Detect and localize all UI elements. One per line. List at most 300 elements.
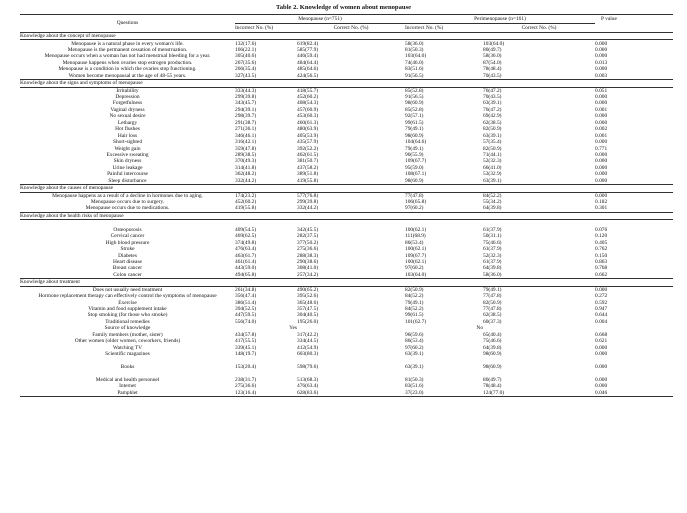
question-cell: Weight gain [114, 145, 141, 152]
menopause-correct-cell: 412(54.9) [297, 344, 319, 351]
yes-label: Yes [289, 325, 297, 332]
perimenopause-incorrect-cell: 96(59.6) [405, 331, 424, 338]
pvalue-cell: 0.863 [595, 258, 608, 265]
menopause-incorrect-cell: 299(39.8) [235, 94, 257, 100]
perimenopause-incorrect-cell: 103(64.0) [405, 271, 427, 278]
perimenopause-incorrect-cell: 104(64.6) [405, 139, 427, 146]
perimenopause-correct-cell: 62(38.5) [483, 312, 502, 319]
menopause-correct-cell: 603(80.3) [297, 351, 319, 358]
section-header-row [20, 212, 673, 219]
menopause-correct-cell: 628(83.6) [297, 390, 405, 397]
question-cell: Stop smoking (for those who smoke) [87, 312, 168, 319]
menopause-incorrect-cell: 469(62.5) [235, 233, 257, 240]
perimenopause-incorrect-cell: 79(49.1) [405, 145, 424, 152]
perimenopause-correct-cell: 63(39.1) [483, 177, 502, 184]
question-cell: Menopause is the permanent cessation of menstruation. [67, 46, 188, 53]
perimenopause-correct-cell: 63(39.1) [483, 132, 502, 139]
menopause-incorrect-cell: 267(35.6) [235, 59, 257, 66]
pvalue-cell: 0.947 [595, 306, 608, 312]
perimenopause-incorrect-cell: 98(60.9) [405, 100, 424, 107]
question-cell: High blood pressure [105, 239, 150, 246]
pvalue-cell: 0.000 [595, 151, 608, 158]
menopause-incorrect-cell: 463(61.7) [235, 252, 257, 259]
section-title: Knowledge about the signs and symptoms of menopause [20, 80, 673, 87]
menopause-correct-cell: 435(57.9) [297, 139, 319, 146]
perimenopause-incorrect-cell: 111(68.9) [405, 233, 426, 240]
perimenopause-incorrect-cell: 82(50.9) [405, 286, 424, 293]
menopause-incorrect-cell: 434(57.8) [235, 331, 257, 338]
menopause-correct-cell: 257(34.2) [297, 271, 319, 278]
perimenopause-incorrect-cell: 86(53.4) [405, 239, 424, 246]
table-row [20, 390, 673, 397]
perimenopause-correct-cell: 82(50.9) [483, 145, 502, 152]
pvalue-cell: 0.000 [595, 94, 608, 100]
question-cell: Menopause happens as a result of a decline in hormones due to aging. [52, 192, 203, 199]
pvalue-cell: 0.003 [595, 72, 608, 79]
question-cell: Skin dryness [113, 158, 142, 165]
question-cell: Heart disease [113, 258, 142, 265]
pvalue-cell: 0.000 [595, 376, 608, 383]
perimenopause-incorrect-cell: 103(64.0) [405, 53, 427, 60]
perimenopause-correct-cell: 64(39.8) [483, 344, 502, 351]
menopause-correct-cell: 513(68.3) [297, 376, 319, 383]
menopause-incorrect-cell: 359(47.8) [235, 145, 257, 152]
menopause-incorrect-cell: 174(23.2) [235, 192, 257, 199]
question-cell: Urine leakage [112, 164, 143, 171]
pvalue-cell: 0.000 [595, 40, 608, 47]
pvalue-cell: 0.182 [595, 199, 608, 205]
menopause-correct-cell: 342(45.5) [297, 226, 319, 233]
menopause-correct-cell: 395(52.6) [297, 293, 319, 300]
menopause-incorrect-cell: 370(49.3) [235, 158, 257, 165]
menopause-correct-cell: 585(77.9) [297, 46, 319, 53]
question-cell: Pamphlet [20, 390, 235, 397]
perimenopause-correct-cell: 70(43.5) [483, 72, 502, 79]
question-cell: Vitamin and food supplement intake [88, 306, 167, 312]
question-cell: Excessive sweating [106, 151, 149, 158]
menopause-incorrect-cell: 374(49.8) [235, 239, 257, 246]
pvalue-cell: 0.592 [595, 299, 608, 306]
perimenopause-incorrect-cell: 79(49.1) [405, 126, 424, 133]
menopause-incorrect-cell: 132(17.6) [235, 40, 257, 47]
pvalue-cell: 0.001 [595, 106, 608, 113]
menopause-incorrect-cell: 417(55.5) [235, 338, 257, 345]
menopause-correct-cell: 484(64.4) [297, 59, 319, 66]
question-cell: Scientific magazines [105, 351, 150, 358]
menopause-correct-cell: 480(63.9) [297, 126, 319, 133]
perimenopause-correct-cell: 69(42.9) [483, 113, 502, 120]
pvalue-cell: 0.001 [595, 132, 608, 139]
question-cell: Short-sighted [112, 139, 143, 146]
menopause-incorrect-cell: 291(38.7) [235, 119, 257, 126]
menopause-incorrect-cell: 452(60.2) [235, 199, 257, 205]
perimenopause-correct-cell: 71(44.1) [483, 151, 502, 158]
perimenopause-correct-cell: 60(37.3) [483, 318, 502, 325]
perimenopause-incorrect-cell: 86(53.4) [405, 338, 424, 345]
table-row [20, 272, 673, 279]
menopause-incorrect-cell: 289(38.5) [235, 151, 257, 158]
pvalue-cell: 0.000 [595, 344, 608, 351]
question-cell: Menopause occurs when a woman has not had menstrual bleeding for a year. [44, 53, 211, 60]
perimenopause-correct-cell: 82(50.9) [483, 299, 502, 306]
menopause-incorrect-cell: 362(48.2) [235, 171, 257, 178]
question-cell: Internet [119, 383, 136, 390]
menopause-incorrect-cell: 356(47.4) [235, 293, 257, 300]
pvalue-cell: 0.000 [595, 286, 608, 293]
perimenopause-correct-cell: 57(35.4) [483, 139, 502, 146]
question-cell: Hormone replacement therapy can effectively control the symptoms of menopause [38, 293, 217, 300]
pvalue-cell: 0.150 [595, 252, 608, 259]
question-cell: Depression [115, 94, 140, 100]
perimenopause-correct-cell: 82(50.9) [483, 126, 502, 133]
menopause-incorrect-cell: 327(43.5) [235, 72, 257, 79]
perimenopause-correct-cell: 62(38.5) [483, 119, 502, 126]
menopause-incorrect-cell: 314(41.8) [235, 164, 257, 171]
pvalue-header: P value [595, 15, 673, 24]
table-title: Table 2. Knowledge of women about menopause [275, 4, 412, 11]
pvalue-cell: 0.002 [595, 126, 608, 133]
perimenopause-incorrect-cell: 85(52.8) [405, 87, 424, 94]
section-header-row [20, 185, 673, 192]
pvalue-cell: 0.621 [595, 338, 608, 345]
menopause-correct-cell: 476(63.4) [297, 383, 319, 390]
menopause-correct-cell: 424(56.5) [297, 72, 319, 79]
section-header-row [20, 33, 673, 40]
question-cell: Does not usually need treatment [92, 286, 163, 293]
menopause-incorrect-cell: 343(45.7) [235, 100, 257, 107]
pvalue-cell: 0.000 [595, 53, 608, 60]
perimenopause-incorrect-cell: 85(52.8) [405, 106, 424, 113]
table-row [20, 178, 673, 185]
menopause-correct-cell: 389(51.8) [297, 171, 319, 178]
perimenopause-incorrect-cell: 108(67.1) [405, 171, 427, 178]
menopause-incorrect-cell: 332(44.2) [235, 177, 257, 184]
table-row [20, 192, 673, 199]
menopause-incorrect-header: Incorrect No. (%) [235, 24, 297, 33]
table-row [20, 73, 673, 80]
menopause-correct-cell: 365(48.6) [297, 299, 319, 306]
pvalue-cell: 0.301 [595, 205, 608, 212]
knowledge-table [20, 14, 673, 397]
pvalue-cell: 0.000 [595, 164, 608, 171]
question-cell: Hot flushes [115, 126, 140, 133]
question-cell: Medical and health personnel [95, 376, 160, 383]
question-cell: Other women (older women, coworkers, friends) [74, 338, 181, 345]
section-title: Knowledge about treatment [20, 279, 673, 286]
question-cell: Menopause is a condition in which the ovaries stop functioning. [58, 66, 197, 73]
pvalue-cell: 0.000 [595, 351, 608, 358]
menopause-correct-cell: 317(42.2) [297, 331, 319, 338]
perimenopause-correct-cell: 103(64.0) [483, 40, 505, 47]
menopause-correct-cell: 619(82.4) [297, 40, 319, 47]
perimenopause-incorrect-cell: 83(51.6) [405, 66, 424, 73]
menopause-correct-cell: 419(55.8) [297, 177, 319, 184]
perimenopause-incorrect-cell: 63(39.1) [405, 363, 424, 370]
pvalue-cell: 0.000 [595, 171, 608, 178]
menopause-incorrect-cell: 238(31.7) [235, 376, 257, 383]
pvalue-cell: 0.668 [595, 331, 608, 338]
question-cell: Painful intercourse [107, 171, 148, 178]
question-cell: Stroke [120, 246, 135, 253]
perimenopause-incorrect-cell: 99(61.5) [405, 312, 424, 319]
perimenopause-incorrect-cell: 97(60.2) [405, 205, 424, 212]
menopause-incorrect-cell: 275(36.6) [235, 383, 257, 390]
perimenopause-incorrect-cell: 74(46.0) [405, 59, 424, 66]
perimenopause-correct-cell: 55(34.2) [483, 199, 502, 205]
menopause-incorrect-cell: 494(65.8) [235, 271, 257, 278]
perimenopause-incorrect-cell: 83(51.6) [405, 383, 424, 390]
pvalue-cell: 0.272 [595, 293, 608, 300]
perimenopause-correct-cell: 77(47.8) [483, 293, 502, 300]
perimenopause-correct-cell: 52(32.3) [483, 252, 502, 259]
menopause-incorrect-cell: 305(40.6) [235, 53, 257, 60]
menopause-correct-cell: 462(61.5) [297, 151, 319, 158]
perimenopause-correct-cell: 98(60.9) [483, 351, 502, 358]
perimenopause-correct-cell: 84(52.2) [483, 192, 502, 199]
questions-header: Questions [20, 15, 235, 33]
question-cell: Forgetfulness [112, 100, 143, 107]
menopause-correct-cell: 299(39.8) [297, 199, 319, 205]
perimenopause-correct-cell: 53(32.9) [483, 171, 502, 178]
question-cell: Menopause occurs due to medications. [85, 205, 170, 212]
perimenopause-correct-cell: 61(37.9) [483, 246, 502, 253]
menopause-correct-cell: 377(50.2) [297, 239, 319, 246]
menopause-correct-header: Correct No. (%) [297, 24, 405, 33]
question-cell: Hair loss [117, 132, 138, 139]
perimenopause-correct-cell: 58(36.0) [483, 53, 502, 60]
perimenopause-incorrect-cell: 101(62.7) [405, 318, 427, 325]
perimenopause-incorrect-cell: 98(60.9) [405, 177, 424, 184]
question-cell: Osteoporosis [113, 226, 142, 233]
perimenopause-incorrect-cell: 91(56.5) [405, 94, 424, 100]
menopause-correct-cell: 577(76.8) [297, 192, 319, 199]
menopause-correct-cell: 452(60.2) [297, 94, 319, 100]
table-row [20, 205, 673, 212]
menopause-correct-cell: 275(36.6) [297, 246, 319, 253]
perimenopause-incorrect-cell: 81(50.3) [405, 376, 424, 383]
menopause-correct-cell: 418(55.7) [297, 87, 319, 94]
perimenopause-incorrect-cell: 100(62.1) [405, 246, 427, 253]
perimenopause-correct-header: Correct No. (%) [483, 24, 595, 33]
menopause-correct-cell: 392(52.2) [297, 145, 319, 152]
perimenopause-incorrect-cell: 90(55.9) [405, 151, 424, 158]
perimenopause-incorrect-cell: 99(61.5) [405, 119, 424, 126]
menopause-incorrect-cell: 298(39.7) [235, 113, 257, 120]
menopause-incorrect-cell: 346(46.1) [235, 132, 257, 139]
menopause-correct-cell: 453(60.3) [297, 113, 319, 120]
menopause-incorrect-cell: 461(61.4) [235, 258, 257, 265]
menopause-correct-cell: 405(53.9) [297, 132, 319, 139]
pvalue-cell: 0.000 [595, 383, 608, 390]
menopause-incorrect-cell: 271(36.1) [235, 126, 257, 133]
perimenopause-incorrect-cell: 58(36.0) [405, 40, 424, 47]
pvalue-cell: 0.000 [595, 158, 608, 165]
pvalue-cell: 0.768 [595, 265, 608, 272]
perimenopause-correct-cell: 61(37.9) [483, 258, 502, 265]
question-cell: Women become menopausal at the age of 48-55 years. [68, 72, 187, 79]
pvalue-cell: 0.405 [595, 239, 608, 246]
perimenopause-correct-cell: 63(39.1) [483, 100, 502, 107]
question-cell: Watching TV [113, 344, 142, 351]
menopause-correct-cell: 282(37.5) [297, 233, 319, 240]
question-cell: Exercise [118, 299, 137, 306]
menopause-correct-cell: 485(64.6) [297, 66, 319, 73]
question-cell: Menopause happens when ovaries stop estrogen production. [62, 59, 193, 66]
pvalue-cell: 0.662 [595, 271, 608, 278]
perimenopause-incorrect-cell: 100(62.1) [405, 258, 427, 265]
perimenopause-incorrect-cell: 98(60.9) [405, 132, 424, 139]
pvalue-cell: 0.644 [595, 312, 608, 319]
table-row [20, 286, 673, 293]
perimenopause-correct-cell: 52(32.3) [483, 158, 502, 165]
pvalue-cell: 0.046 [595, 390, 673, 397]
question-cell: Books [120, 363, 135, 370]
menopause-incorrect-cell: 316(42.1) [235, 139, 257, 146]
question-cell: Lethargy [117, 119, 138, 126]
perimenopause-correct-cell: 87(54.0) [483, 59, 502, 66]
perimenopause-incorrect-cell: 63(39.1) [405, 351, 424, 358]
menopause-incorrect-cell: 419(55.8) [235, 205, 257, 212]
question-cell: Diabetes [118, 252, 137, 259]
menopause-incorrect-cell: 123(16.4) [235, 390, 297, 397]
menopause-correct-cell: 332(44.2) [297, 205, 319, 212]
menopause-correct-cell: 460(61.3) [297, 119, 319, 126]
perimenopause-incorrect-cell: 100(62.1) [405, 226, 427, 233]
perimenopause-correct-cell: 50(31.1) [483, 233, 502, 240]
menopause-correct-cell: 381(50.7) [297, 158, 319, 165]
perimenopause-correct-cell: 77(47.8) [483, 306, 502, 312]
perimenopause-correct-cell: 61(37.9) [483, 226, 502, 233]
perimenopause-correct-cell: 66(41.0) [483, 164, 502, 171]
perimenopause-group-header: Perimenopause (n=161) [405, 15, 595, 24]
pvalue-cell: 0.000 [595, 192, 608, 199]
menopause-group-header: Menopause (n=751) [235, 15, 405, 24]
perimenopause-correct-cell: 58(36.0) [483, 271, 502, 278]
menopause-incorrect-cell: 153(20.4) [235, 363, 257, 370]
perimenopause-correct-cell: 79(49.1) [483, 286, 502, 293]
perimenopause-incorrect-cell: 97(60.2) [405, 265, 424, 272]
pvalue-cell: 0.000 [595, 139, 608, 146]
menopause-correct-cell: 290(38.6) [297, 258, 319, 265]
menopause-incorrect-cell: 476(63.4) [235, 246, 257, 253]
menopause-incorrect-cell: 386(51.4) [235, 299, 257, 306]
menopause-incorrect-cell: 333(44.3) [235, 87, 257, 94]
perimenopause-incorrect-cell: 109(67.7) [405, 252, 427, 259]
menopause-incorrect-cell: 266(35.4) [235, 66, 257, 73]
perimenopause-incorrect-cell: 109(67.7) [405, 158, 427, 165]
perimenopause-incorrect-cell: 97(60.2) [405, 344, 424, 351]
menopause-incorrect-cell: 394(52.5) [235, 306, 257, 312]
pvalue-cell: 0.000 [595, 119, 608, 126]
menopause-correct-cell: 288(38.3) [297, 252, 319, 259]
pvalue-cell: 0.000 [595, 100, 608, 107]
perimenopause-correct-cell: 75(46.6) [483, 338, 502, 345]
pvalue-cell: 0.000 [595, 46, 608, 53]
perimenopause-correct-cell: 80(49.7) [483, 46, 502, 53]
question-cell: Vaginal dryness [110, 106, 145, 113]
menopause-incorrect-cell: 166(22.1) [235, 46, 257, 53]
pvalue-cell: 0.000 [595, 66, 608, 73]
perimenopause-correct-cell: 70(43.5) [483, 94, 502, 100]
menopause-incorrect-cell: 148(19.7) [235, 351, 257, 358]
perimenopause-correct-cell: 78(48.4) [483, 383, 502, 390]
perimenopause-incorrect-cell: 37(23.0) [405, 390, 483, 397]
question-cell: Irritability [116, 87, 139, 94]
menopause-correct-cell: 490(65.2) [297, 286, 319, 293]
pvalue-cell: 0.076 [595, 226, 608, 233]
perimenopause-incorrect-cell: 77(47.8) [405, 192, 424, 199]
perimenopause-incorrect-cell: 84(52.2) [405, 293, 424, 300]
question-cell: Menopause is a natural phase in every woman's life. [71, 40, 184, 47]
menopause-correct-cell: 308(41.0) [297, 265, 319, 272]
question-cell: Breast cancer [112, 265, 143, 272]
perimenopause-correct-cell: 65(40.4) [483, 331, 502, 338]
question-cell: Traditional remedies [105, 318, 150, 325]
pvalue-cell: 0.013 [595, 59, 608, 66]
question-cell: Sleep disturbance [108, 177, 147, 184]
perimenopause-correct-cell: 98(60.9) [483, 363, 502, 370]
section-header-row [20, 279, 673, 286]
menopause-incorrect-cell: 556(74.0) [235, 318, 257, 325]
menopause-correct-cell: 446(59.4) [297, 53, 319, 60]
table-row [20, 40, 673, 47]
pvalue-cell: 0.000 [595, 113, 608, 120]
menopause-incorrect-cell: 339(45.1) [235, 344, 257, 351]
table-row [20, 87, 673, 94]
menopause-correct-cell: 304(40.5) [297, 312, 319, 319]
perimenopause-correct-cell: 64(39.8) [483, 205, 502, 212]
menopause-correct-cell: 457(60.9) [297, 106, 319, 113]
perimenopause-incorrect-cell: 91(56.5) [405, 72, 424, 79]
question-cell: Colon cancer [113, 271, 142, 278]
menopause-incorrect-cell: 261(34.8) [235, 286, 257, 293]
pvalue-cell: 0.771 [595, 145, 608, 152]
menopause-incorrect-cell: 409(54.5) [235, 226, 257, 233]
question-cell: Menopause occurs due to surgery. [90, 199, 165, 205]
perimenopause-incorrect-cell: 84(52.2) [405, 306, 424, 312]
menopause-correct-cell: 195(26.0) [297, 318, 319, 325]
menopause-correct-cell: 357(47.5) [297, 306, 319, 312]
menopause-incorrect-cell: 443(59.0) [235, 265, 257, 272]
section-title: Knowledge about the concept of menopause [20, 33, 673, 40]
perimenopause-correct-cell: 76(47.2) [483, 106, 502, 113]
section-header-row [20, 80, 673, 87]
section-title: Knowledge about the health risks of menopause [20, 212, 673, 219]
no-label: No [476, 325, 484, 332]
pvalue-cell: 0.004 [595, 318, 608, 325]
perimenopause-correct-cell: 76(47.2) [483, 87, 502, 94]
perimenopause-correct-cell: 78(48.4) [483, 66, 502, 73]
perimenopause-correct-cell: 80(49.7) [483, 376, 502, 383]
source-of-knowledge-label: Source of knowledge [104, 325, 151, 332]
question-cell: Family members (mother, sister) [92, 331, 163, 338]
pvalue-cell: 0.762 [595, 246, 608, 253]
perimenopause-incorrect-cell: 95(59.0) [405, 164, 424, 171]
pvalue-cell: 0.000 [595, 177, 608, 184]
perimenopause-incorrect-cell: 92(57.1) [405, 113, 424, 120]
perimenopause-incorrect-cell: 79(49.1) [405, 299, 424, 306]
menopause-correct-cell: 437(58.2) [297, 164, 319, 171]
perimenopause-correct-cell: 124(77.0) [483, 390, 595, 397]
perimenopause-correct-cell: 75(46.6) [483, 239, 502, 246]
menopause-incorrect-cell: 294(39.1) [235, 106, 257, 113]
perimenopause-incorrect-cell: 106(65.8) [405, 199, 427, 205]
question-cell: Cervical cancer [110, 233, 145, 240]
table-body [20, 33, 673, 397]
menopause-correct-cell: 598(79.6) [297, 363, 319, 370]
menopause-correct-cell: 408(54.3) [297, 100, 319, 107]
pvalue-cell: 0.000 [595, 363, 608, 370]
